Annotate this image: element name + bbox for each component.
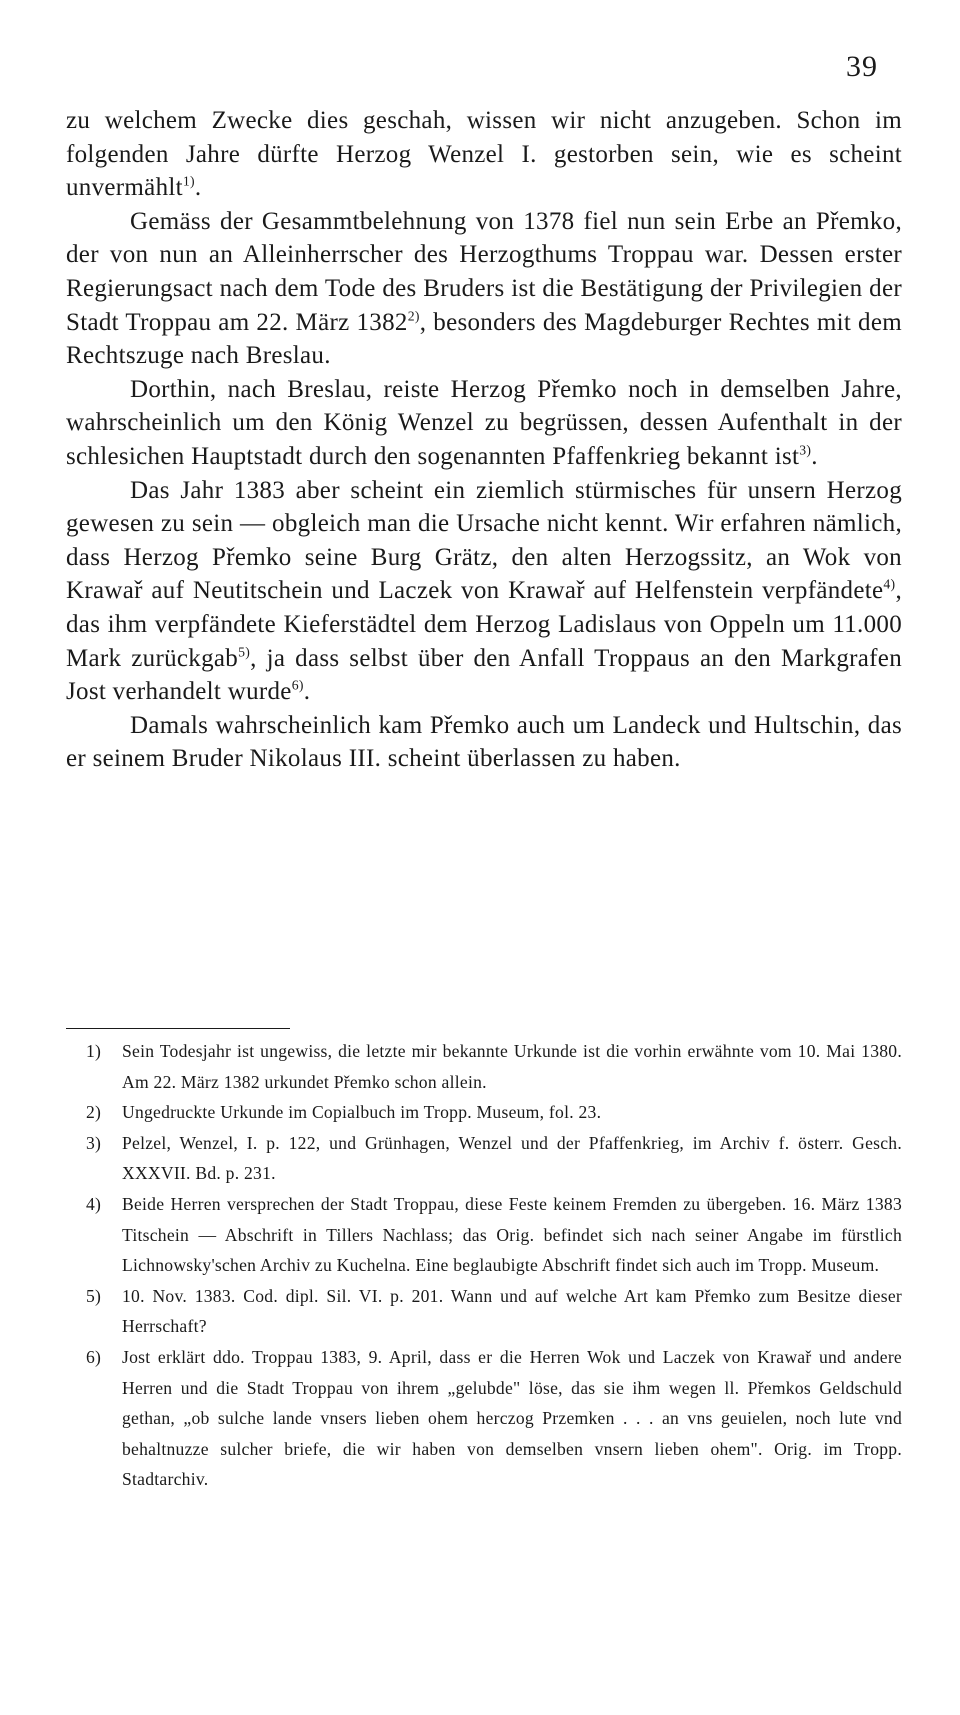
paragraph [66, 205, 902, 373]
footnote-marker: 3) [86, 1132, 102, 1153]
text-run: zu welchem Zwecke dies geschah, wissen wir nicht anzugeben. Schon im folgenden Jahre dürfte Herzog Wenzel I. gestorben sein, wie es scheint unvermählt [66, 107, 902, 202]
text-run: Das Jahr 1383 aber scheint ein ziemlich stürmisches für unsern Herzog gewesen zu sein — obgleich man die Ursache nicht kennt. Wir erfahren nämlich, dass Herzog Přemko seine Burg Grätz, den alten Herzogssitz, an Wok von Krawař auf Neutitschein und Laczek von Krawař auf Helfenstein verpfändete [66, 476, 902, 605]
footnote-ref[interactable]: 4) [883, 576, 896, 592]
footnote-marker: 1) [86, 1041, 102, 1061]
paragraph [66, 104, 902, 205]
footnote-ref[interactable]: 6) [291, 677, 304, 693]
footnote-text: Ungedruckte Urkunde im Copialbuch im Tropp. Museum, fol. 23. [122, 1102, 602, 1123]
paragraph [66, 474, 902, 709]
text-run: . [811, 442, 818, 470]
body-text [66, 104, 902, 776]
footnote-ref[interactable]: 1) [182, 173, 195, 189]
footnote-text: 10. Nov. 1383. Cod. dipl. Sil. VI. p. 201. Wann und auf welche Art kam Přemko zum Besitze dieser Herrschaft? [122, 1285, 902, 1337]
text-run: Damals wahrscheinlich kam Přemko auch um Landeck und Hultschin, das er seinem Bruder Nikolaus III. scheint überlassen zu haben. [66, 711, 902, 773]
footnotes [86, 1036, 902, 1495]
footnote [86, 1281, 902, 1342]
footnote [86, 1036, 902, 1097]
footnote [86, 1128, 902, 1189]
page-number: 39 [846, 50, 878, 83]
footnote-ref[interactable]: 3) [799, 442, 812, 458]
footnote-text: Pelzel, Wenzel, I. p. 122, und Grünhagen, Wenzel und der Pfaffenkrieg, im Archiv f. österr. Gesch. XXXVII. Bd. p. 231. [122, 1132, 902, 1184]
text-run: Gemäss der Gesammtbelehnung von 1378 fiel nun sein Erbe an Přemko, der von nun an Alleinherrscher des Herzogthums Troppau war. Dessen erster Regierungsact nach dem Tode des Bruders ist die Bestätigung der Privilegien der Stadt Troppau am 22. März 1382 [66, 207, 902, 336]
text-run: Dorthin, nach Breslau, reiste Herzog Přemko noch in demselben Jahre, wahrscheinlich um den König Wenzel zu begrüssen, dessen Aufenthalt in der schlesichen Hauptstadt durch den sogenannten Pfaffenkrieg bekannt ist [66, 375, 902, 470]
footnote-text: Beide Herren versprechen der Stadt Troppau, diese Feste keinem Fremden zu übergeben. 16. März 1383 Titschein — Abschrift in Tillers Nachlass; das Orig. befindet sich nach seiner Angabe im fürstlich Lichnowsky'schen Archiv zu Kuchelna. Eine beglaubigte Abschrift findet sich auch im Tropp. Museum. [122, 1193, 902, 1276]
footnote-divider [66, 1028, 290, 1029]
footnote-text: Sein Todesjahr ist ungewiss, die letzte mir bekannte Urkunde ist die vorhin erwähnte vom 10. Mai 1380. Am 22. März 1382 urkundet Přemko schon allein. [122, 1041, 902, 1092]
footnote-ref[interactable]: 5) [238, 643, 251, 659]
footnote [86, 1189, 902, 1281]
footnote-marker: 2) [86, 1102, 102, 1123]
paragraph [66, 373, 902, 474]
text-run: , besonders des Magdeburger Rechtes mit dem Rechtszuge nach Breslau. [66, 308, 902, 370]
footnote [86, 1097, 902, 1128]
text-run: , das ihm verpfändete Kieferstädtel dem Herzog Ladislaus von Oppeln um 11.000 Mark zurückgab [66, 577, 902, 672]
footnote-marker: 5) [86, 1285, 102, 1306]
text-run: . [303, 678, 311, 706]
footnote-ref[interactable]: 2) [407, 307, 420, 323]
text-run: . [194, 174, 202, 202]
text-run: , ja dass selbst über den Anfall Troppaus an den Markgrafen Jost verhandelt wurde [66, 644, 902, 706]
footnote [86, 1342, 902, 1495]
footnote-text: Jost erklärt ddo. Troppau 1383, 9. April, dass er die Herren Wok und Laczek von Krawař und andere Herren und die Stadt Troppau von ihrem „gelubde" löse, das sie ihm wegen ll. Přemkos Geldschuld gethan, „ob sulche lande vnsers lieben ohem herczog Przemken . . . an vns geuielen, noch lute vnd behaltnuzze sulcher briefe, die wir haben von demselben vnsern lieben ohem". Orig. im Tropp. Stadtarchiv. [122, 1346, 902, 1490]
paragraph [66, 709, 902, 776]
footnote-marker: 6) [86, 1346, 102, 1367]
footnote-marker: 4) [86, 1193, 102, 1214]
